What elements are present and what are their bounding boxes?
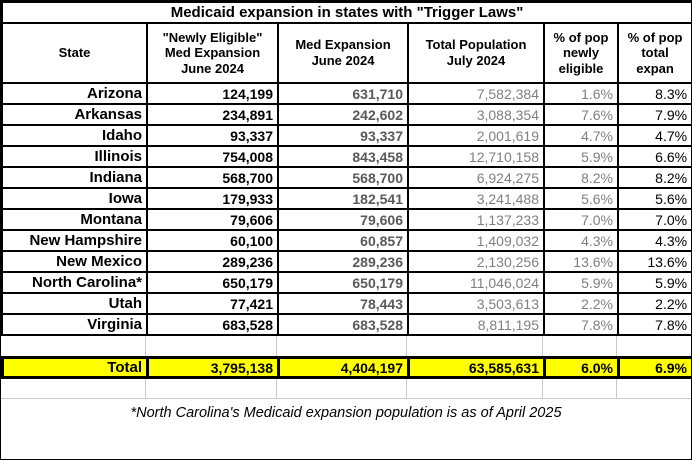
table-row — [2, 314, 692, 335]
newly-eligible-cell: 93,337 — [147, 125, 278, 146]
total-population-cell: 63,585,631 — [409, 358, 545, 378]
state-cell: Montana — [2, 209, 147, 230]
population-cell: 2,130,256 — [408, 251, 544, 272]
table-row — [2, 146, 692, 167]
state-cell: Arkansas — [2, 104, 147, 125]
state-cell: New Hampshire — [2, 230, 147, 251]
pct-total-cell: 2.2% — [618, 293, 692, 314]
med-expansion-cell: 79,606 — [278, 209, 408, 230]
med-expansion-cell: 78,443 — [278, 293, 408, 314]
newly-eligible-cell: 179,933 — [147, 188, 278, 209]
population-cell: 1,409,032 — [408, 230, 544, 251]
pct-total-cell: 8.3% — [618, 83, 692, 104]
med-expansion-cell: 60,857 — [278, 230, 408, 251]
med-expansion-cell: 93,337 — [278, 125, 408, 146]
state-cell: North Carolina* — [2, 272, 147, 293]
med-expansion-cell: 843,458 — [278, 146, 408, 167]
header-row — [2, 23, 692, 83]
population-cell: 11,046,024 — [408, 272, 544, 293]
column-gridline — [406, 336, 407, 356]
pct-total-cell: 5.6% — [618, 188, 692, 209]
newly-eligible-cell: 234,891 — [147, 104, 278, 125]
pct-newly-cell: 13.6% — [544, 251, 618, 272]
pct-total-cell: 4.7% — [618, 125, 692, 146]
table-row — [2, 251, 692, 272]
column-gridline — [542, 336, 543, 356]
total-row-table — [1, 356, 692, 379]
state-cell: Idaho — [2, 125, 147, 146]
med-expansion-cell: 242,602 — [278, 104, 408, 125]
pct-total-cell: 13.6% — [618, 251, 692, 272]
population-cell: 3,503,613 — [408, 293, 544, 314]
table-row — [2, 272, 692, 293]
total-newly-eligible-cell: 3,795,138 — [148, 358, 279, 378]
state-cell: Utah — [2, 293, 147, 314]
newly-eligible-cell: 754,008 — [147, 146, 278, 167]
spacer-row — [1, 336, 691, 356]
pct-total-cell: 7.9% — [618, 104, 692, 125]
state-cell: New Mexico — [2, 251, 147, 272]
pct-newly-cell: 5.9% — [544, 146, 618, 167]
state-cell: Arizona — [2, 83, 147, 104]
med-expansion-cell: 182,541 — [278, 188, 408, 209]
column-header-state: State — [2, 23, 147, 83]
pct-newly-cell: 5.6% — [544, 188, 618, 209]
column-header-total-population: Total Population July 2024 — [408, 23, 544, 83]
column-gridline — [616, 336, 617, 356]
population-cell: 3,088,354 — [408, 104, 544, 125]
total-pct-newly-cell: 6.0% — [545, 358, 619, 378]
table-row — [2, 104, 692, 125]
column-gridline — [542, 379, 543, 398]
state-cell: Virginia — [2, 314, 147, 335]
table-row — [2, 293, 692, 314]
pct-newly-cell: 2.2% — [544, 293, 618, 314]
table-row — [2, 83, 692, 104]
pct-newly-cell: 4.7% — [544, 125, 618, 146]
pct-newly-cell: 8.2% — [544, 167, 618, 188]
pct-total-cell: 5.9% — [618, 272, 692, 293]
newly-eligible-cell: 683,528 — [147, 314, 278, 335]
column-gridline — [406, 379, 407, 398]
table-row — [2, 230, 692, 251]
table-title: Medicaid expansion in states with "Trigger Laws" — [2, 2, 692, 23]
pct-newly-cell: 1.6% — [544, 83, 618, 104]
population-cell: 1,137,233 — [408, 209, 544, 230]
pct-total-cell: 7.8% — [618, 314, 692, 335]
pct-newly-cell: 5.9% — [544, 272, 618, 293]
newly-eligible-cell: 79,606 — [147, 209, 278, 230]
population-cell: 7,582,384 — [408, 83, 544, 104]
newly-eligible-cell: 60,100 — [147, 230, 278, 251]
pct-newly-cell: 7.8% — [544, 314, 618, 335]
column-gridline — [276, 336, 277, 356]
state-cell: Iowa — [2, 188, 147, 209]
footnote: *North Carolina's Medicaid expansion population is as of April 2025 — [1, 398, 691, 427]
column-header-pct-newly: % of pop newly eligible — [544, 23, 618, 83]
table-row — [2, 209, 692, 230]
pct-newly-cell: 7.0% — [544, 209, 618, 230]
med-expansion-cell: 631,710 — [278, 83, 408, 104]
med-expansion-cell: 289,236 — [278, 251, 408, 272]
column-gridline — [616, 379, 617, 398]
med-expansion-cell: 568,700 — [278, 167, 408, 188]
table-row — [2, 125, 692, 146]
column-gridline — [145, 379, 146, 398]
pct-total-cell: 7.0% — [618, 209, 692, 230]
pct-total-cell: 8.2% — [618, 167, 692, 188]
column-header-pct-total: % of pop total expan — [618, 23, 692, 83]
pct-newly-cell: 4.3% — [544, 230, 618, 251]
column-header-med-expansion: Med Expansion June 2024 — [278, 23, 408, 83]
state-cell: Illinois — [2, 146, 147, 167]
state-cell: Indiana — [2, 167, 147, 188]
total-row — [3, 358, 692, 378]
total-pct-total-cell: 6.9% — [619, 358, 692, 378]
pct-total-cell: 6.6% — [618, 146, 692, 167]
med-expansion-cell: 683,528 — [278, 314, 408, 335]
pct-newly-cell: 7.6% — [544, 104, 618, 125]
medicaid-expansion-table — [1, 1, 692, 336]
total-label-cell: Total — [3, 358, 148, 378]
column-header-newly-eligible: "Newly Eligible" Med Expansion June 2024 — [147, 23, 278, 83]
spacer-row — [1, 379, 691, 398]
pct-total-cell: 4.3% — [618, 230, 692, 251]
newly-eligible-cell: 124,199 — [147, 83, 278, 104]
title-row — [2, 2, 692, 23]
population-cell: 6,924,275 — [408, 167, 544, 188]
newly-eligible-cell: 568,700 — [147, 167, 278, 188]
table-row — [2, 167, 692, 188]
population-cell: 2,001,619 — [408, 125, 544, 146]
total-med-expansion-cell: 4,404,197 — [279, 358, 409, 378]
newly-eligible-cell: 77,421 — [147, 293, 278, 314]
population-cell: 12,710,158 — [408, 146, 544, 167]
newly-eligible-cell: 289,236 — [147, 251, 278, 272]
column-gridline — [145, 336, 146, 356]
med-expansion-cell: 650,179 — [278, 272, 408, 293]
population-cell: 8,811,195 — [408, 314, 544, 335]
population-cell: 3,241,488 — [408, 188, 544, 209]
newly-eligible-cell: 650,179 — [147, 272, 278, 293]
column-gridline — [276, 379, 277, 398]
table-row — [2, 188, 692, 209]
